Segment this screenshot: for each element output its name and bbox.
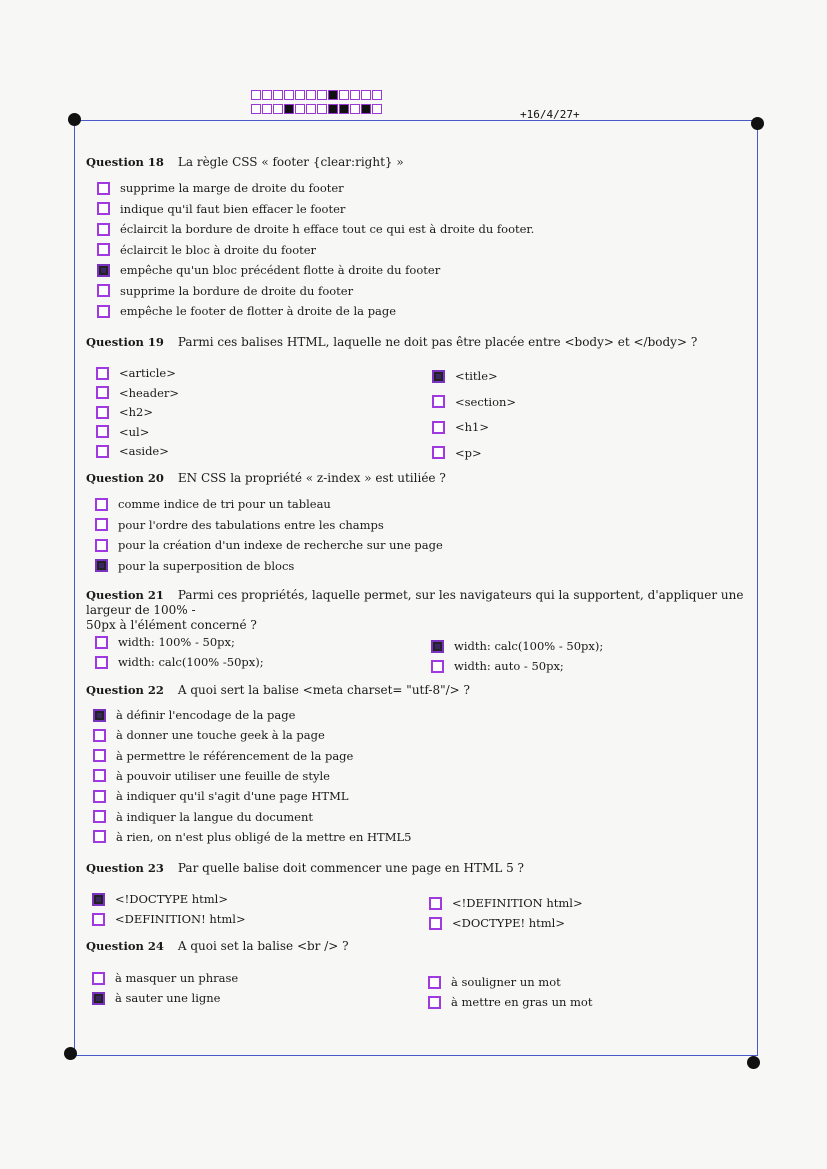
question-21 [86,588,746,633]
checkbox[interactable] [428,976,441,989]
barcode-cell [284,104,294,114]
answer-option-text: <h1> [455,420,489,434]
barcode-cell [372,90,382,100]
barcode-cell [372,104,382,114]
checkbox[interactable] [93,749,106,762]
barcode-cell [339,90,349,100]
checkbox[interactable] [96,367,109,380]
answer-option[interactable] [95,559,294,573]
answer-option[interactable] [97,263,440,277]
page-id: +16/4/27+ [520,108,580,121]
answer-option-text: width: calc(100% -50px); [118,655,264,669]
answer-option[interactable] [97,222,534,236]
checkbox-checked[interactable] [92,992,105,1005]
checkbox[interactable] [95,636,108,649]
answer-option[interactable] [97,243,316,257]
answer-option[interactable] [93,728,325,742]
checkbox[interactable] [96,445,109,458]
question-label: Question 22 [86,683,164,697]
checkbox[interactable] [93,830,106,843]
answer-option-text: indique qu'il faut bien effacer le footer [120,201,346,216]
answer-option[interactable] [95,497,331,511]
answer-option-text: à rien, on n'est plus obligé de la mettre en HTML5 [116,829,412,844]
answer-option-text: comme indice de tri pour un tableau [118,497,331,511]
answer-option[interactable] [429,916,565,930]
answer-option[interactable] [93,789,349,803]
answer-option-text: éclaircit la bordure de droite h efface tout ce qui est à droite du footer. [120,222,535,236]
answer-option-text: <article> [119,366,176,380]
barcode-cell [295,90,305,100]
checkbox-checked[interactable] [95,559,108,572]
answer-option-text: width: 100% - 50px; [118,635,235,649]
answer-option[interactable] [93,769,330,783]
checkbox[interactable] [97,243,110,256]
barcode-cell [273,90,283,100]
question-20 [86,471,746,486]
barcode-cell [251,104,261,114]
answer-option[interactable] [432,395,516,409]
barcode-cell [251,90,261,100]
answer-option-text: <DEFINITION! html> [115,912,246,926]
question-label: Question 21 [86,588,164,602]
answer-option-text: empêche qu'un bloc précédent flotte à droite du footer [120,263,441,277]
checkbox[interactable] [95,656,108,669]
answer-option-text: <title> [455,369,498,383]
checkbox[interactable] [96,386,109,399]
answer-option[interactable] [93,749,353,763]
barcode-cell [350,90,360,100]
checkbox[interactable] [95,539,108,552]
corner-mark-top-right [751,117,764,130]
answer-option[interactable] [92,991,220,1005]
checkbox[interactable] [93,729,106,742]
answer-option[interactable] [97,202,345,216]
answer-option-text: <h2> [119,405,153,419]
answer-option-text: à définir l'encodage de la page [116,708,296,722]
checkbox[interactable] [97,202,110,215]
question-22 [86,683,746,698]
answer-option[interactable] [96,444,169,458]
answer-option-text: pour la création d'un indexe de recherche sur une page [118,538,443,552]
answer-option[interactable] [97,181,344,195]
barcode-cell [306,90,316,100]
checkbox[interactable] [95,518,108,531]
checkbox-checked[interactable] [92,893,105,906]
question-text: EN CSS la propriété « z-index » est utiliée ? [177,471,446,485]
answer-option-text: à indiquer la langue du document [116,809,314,824]
answer-option[interactable] [95,518,384,532]
answer-option[interactable] [428,975,561,989]
checkbox[interactable] [93,790,106,803]
checkbox-checked[interactable] [93,709,106,722]
answer-option[interactable] [96,405,153,419]
question-text-continued: 50px à l'élément concerné ? [86,618,257,632]
answer-option[interactable] [431,659,564,673]
barcode-cell [295,104,305,114]
answer-option-text: à sauter une ligne [115,991,221,1005]
question-text: Par quelle balise doit commencer une page en HTML 5 ? [177,861,524,875]
answer-option-text: <ul> [119,424,150,439]
question-text: Parmi ces balises HTML, laquelle ne doit pas être placée entre <body> et </body> ? [177,335,698,349]
question-text: A quoi sert la balise <meta charset= "utf-8"/> ? [177,683,470,697]
answer-option-text: à indiquer qu'il s'agit d'une page HTML [116,789,349,804]
answer-option[interactable] [96,425,149,439]
checkbox[interactable] [97,305,110,318]
checkbox[interactable] [431,660,444,673]
answer-option-text: <DOCTYPE! html> [452,916,566,930]
answer-option-text: width: auto - 50px; [454,659,564,673]
answer-option[interactable] [93,830,411,844]
answer-option[interactable] [92,971,238,985]
question-23 [86,861,746,876]
barcode-cell [317,90,327,100]
checkbox[interactable] [97,182,110,195]
answer-option-text: à donner une touche geek à la page [116,728,325,743]
answer-option-text: empêche le footer de flotter à droite de la page [120,304,397,318]
answer-option-text: supprime la bordure de droite du footer [120,283,354,298]
checkbox[interactable] [429,917,442,930]
question-label: Question 18 [86,155,164,169]
question-19 [86,335,746,350]
checkbox[interactable] [92,913,105,926]
answer-option[interactable] [96,366,176,380]
question-text: Parmi ces propriétés, laquelle permet, sur les navigateurs qui la supportent, d'appliquer une largeur de 100% - [86,588,744,617]
answer-option[interactable] [95,655,264,669]
answer-option[interactable] [97,304,396,318]
barcode-cell [328,90,338,100]
answer-option[interactable] [92,892,228,906]
answer-option-text: à masquer un phrase [115,971,239,985]
barcode-cell [262,104,272,114]
question-label: Question 23 [86,861,164,875]
checkbox[interactable] [92,972,105,985]
answer-option-text: à souligner un mot [451,975,561,989]
answer-option-text: à mettre en gras un mot [451,995,593,1009]
answer-option-text: <aside> [119,444,169,458]
answer-option[interactable] [432,446,482,460]
checkbox[interactable] [93,769,106,782]
question-text: A quoi set la balise <br /> ? [177,939,349,953]
question-label: Question 24 [86,939,164,953]
answer-option[interactable] [97,284,353,298]
answer-option-text: pour l'ordre des tabulations entre les champs [118,517,384,532]
question-label: Question 20 [86,471,164,485]
checkbox[interactable] [432,395,445,408]
barcode-cell [339,104,349,114]
barcode-cell [273,104,283,114]
checkbox[interactable] [429,897,442,910]
answer-option[interactable] [429,896,583,910]
answer-option[interactable] [95,635,235,649]
barcode-cell [361,90,371,100]
question-text: La règle CSS « footer {clear:right} » [177,155,404,169]
barcode-cell [317,104,327,114]
barcode-row-2 [251,104,382,114]
answer-option[interactable] [93,708,295,722]
answer-option[interactable] [432,420,489,434]
answer-option[interactable] [92,912,246,926]
answer-option[interactable] [431,639,603,653]
answer-option-text: <header> [119,385,180,400]
answer-option[interactable] [93,810,313,824]
answer-option-text: à pouvoir utiliser une feuille de style [116,768,330,783]
barcode-cell [350,104,360,114]
answer-option[interactable] [428,995,592,1009]
checkbox[interactable] [97,223,110,236]
barcode-cell [361,104,371,114]
answer-option-text: pour la superposition de blocs [118,558,295,573]
checkbox-checked[interactable] [432,370,445,383]
checkbox[interactable] [97,284,110,297]
answer-option-text: supprime la marge de droite du footer [120,181,344,195]
question-label: Question 19 [86,335,164,349]
checkbox[interactable] [428,996,441,1009]
answer-option-text: <!DOCTYPE html> [115,892,229,906]
barcode-cell [306,104,316,114]
corner-mark-top-left [68,113,81,126]
checkbox[interactable] [93,810,106,823]
checkbox[interactable] [96,406,109,419]
answer-option-text: <p> [455,445,482,460]
question-18 [86,155,746,170]
answer-option[interactable] [96,386,179,400]
answer-option[interactable] [432,369,498,383]
answer-option-text: <section> [455,394,517,409]
checkbox[interactable] [432,421,445,434]
checkbox-checked[interactable] [97,264,110,277]
checkbox-checked[interactable] [431,640,444,653]
answer-option-text: <!DEFINITION html> [452,896,583,910]
checkbox[interactable] [432,446,445,459]
answer-option-text: à permettre le référencement de la page [116,748,354,763]
checkbox[interactable] [95,498,108,511]
barcode-cell [328,104,338,114]
corner-mark-bottom-left [64,1047,77,1060]
answer-option[interactable] [95,538,443,552]
checkbox[interactable] [96,425,109,438]
question-24 [86,939,746,954]
corner-mark-bottom-right [747,1056,760,1069]
answer-option-text: width: calc(100% - 50px); [454,639,604,653]
barcode-cell [262,90,272,100]
answer-option-text: éclaircit le bloc à droite du footer [120,242,317,257]
barcode-cell [284,90,294,100]
barcode-row-1 [251,90,382,100]
